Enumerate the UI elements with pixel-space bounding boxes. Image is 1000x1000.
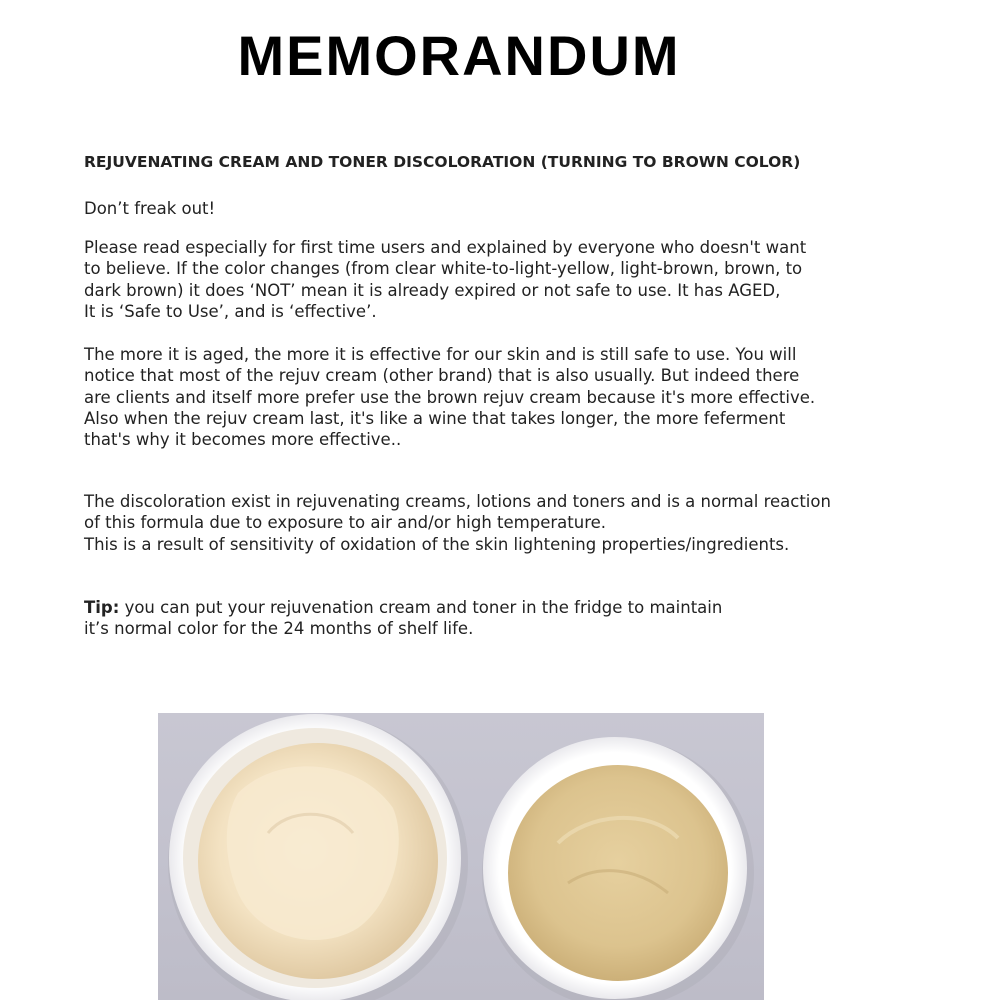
tip-paragraph [84, 597, 722, 640]
aged-cream-jar [482, 737, 754, 1000]
intro-paragraph [84, 198, 215, 219]
paragraph-line: The more it is aged, the more it is effective for our skin and is still safe to use. You will [84, 345, 797, 364]
tip-line: it’s normal color for the 24 months of shelf life. [84, 619, 474, 639]
paragraph-line: of this formula due to exposure to air and/or high temperature. [84, 513, 607, 533]
paragraph-line: Please read especially for first time users and explained by everyone who doesn't want [84, 238, 807, 257]
paragraph-line: dark brown) it does ‘NOT’ mean it is already expired or not safe to use. It has AGED, [84, 280, 781, 300]
memo-title: MEMORANDUM [237, 24, 681, 87]
paragraph-line: to believe. If the color changes (from clear white-to-light-yellow, light-brown, brown, to [84, 259, 803, 279]
tip-line [84, 597, 722, 618]
paragraph-line: The discoloration exist in rejuvenating creams, lotions and toners and is a normal reaction [84, 492, 831, 511]
fresh-cream-jar [168, 714, 468, 1000]
paragraph-line: that's why it becomes more effective.. [84, 430, 402, 450]
paragraph-effectiveness [84, 344, 815, 450]
cream-jars-photo [158, 713, 764, 1000]
paragraph-aging [84, 237, 806, 322]
paragraph-line: This is a result of sensitivity of oxidation of the skin lightening properties/ingredients. [84, 534, 790, 554]
intro-line: Don’t freak out! [84, 199, 216, 218]
paragraph-line: It is ‘Safe to Use’, and is ‘effective’. [84, 301, 377, 321]
memo-heading: REJUVENATING CREAM AND TONER DISCOLORATION (TURNING TO BROWN COLOR) [84, 153, 801, 171]
paragraph-line: are clients and itself more prefer use the brown rejuv cream because it's more effective. [84, 387, 816, 407]
paragraph-line: Also when the rejuv cream last, it's like a wine that takes longer, the more feferment [84, 408, 786, 428]
tip-label: Tip: [84, 598, 120, 617]
tip-text: you can put your rejuvenation cream and toner in the fridge to maintain [119, 598, 723, 617]
paragraph-line: notice that most of the rejuv cream (other brand) that is also usually. But indeed there [84, 366, 800, 386]
paragraph-discoloration [84, 491, 831, 555]
